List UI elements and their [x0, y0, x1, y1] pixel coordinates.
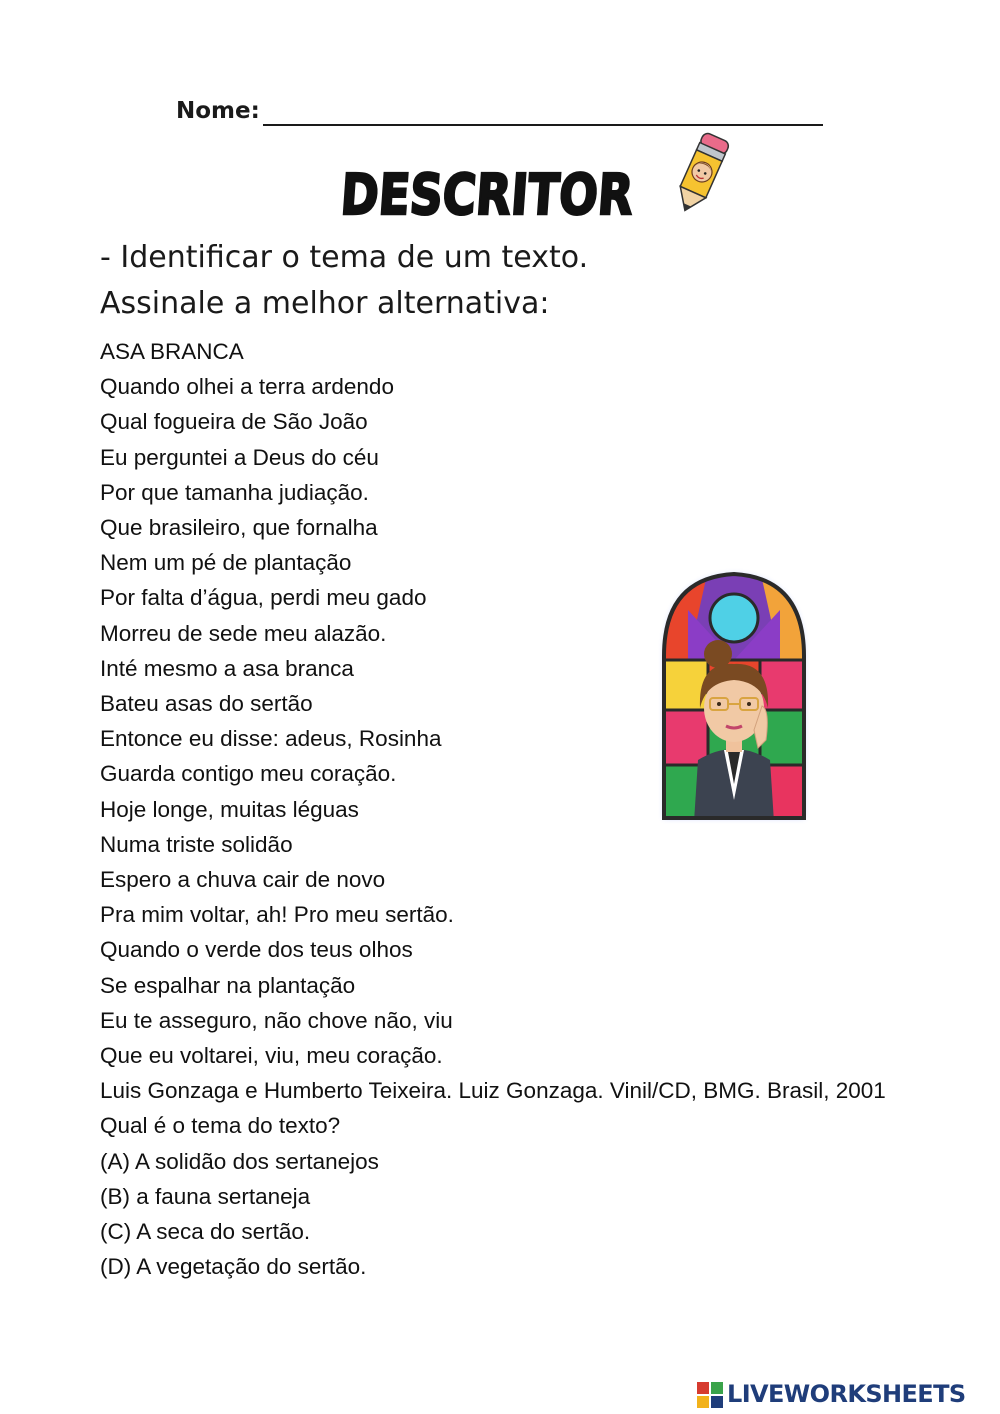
poem-line: Nem um pé de plantação [100, 550, 352, 576]
poem-line: Se espalhar na plantação [100, 972, 356, 998]
instruction-text: Assinale a melhor alternativa: [100, 286, 550, 321]
poem-line: Quando olhei a terra ardendo [100, 374, 394, 400]
poem-line: Numa triste solidão [100, 831, 293, 857]
stained-glass-illustration [658, 570, 810, 822]
poem-line: Que brasileiro, que fornalha [100, 515, 378, 541]
poem-line: Qual fogueira de São João [100, 409, 368, 435]
option-d[interactable]: (D) A vegetação do sertão. [100, 1254, 367, 1280]
poem-line: Por falta d’água, perdi meu gado [100, 585, 427, 611]
poem-line: Quando o verde dos teus olhos [100, 937, 413, 963]
poem-line: Guarda contigo meu coração. [100, 761, 397, 787]
poem-line: Bateu asas do sertão [100, 691, 313, 717]
title-text: DESCRITOR [338, 163, 703, 228]
title-graphic [338, 152, 703, 232]
liveworksheets-logo [697, 1378, 997, 1412]
worksheet-title [338, 152, 703, 232]
question-text: Qual é o tema do texto? [100, 1113, 341, 1139]
poem-title: ASA BRANCA [100, 339, 244, 364]
pencil-icon [662, 128, 742, 216]
poem-line: Espero a chuva cair de novo [100, 867, 386, 893]
poem-line: Hoje longe, muitas léguas [100, 796, 359, 822]
poem-line: Morreu de sede meu alazão. [100, 620, 387, 646]
logo-mark-icon [697, 1382, 725, 1410]
option-a[interactable]: (A) A solidão dos sertanejos [100, 1148, 379, 1174]
poem-line: Pra mim voltar, ah! Pro meu sertão. [100, 902, 454, 928]
option-c[interactable]: (C) A seca do sertão. [100, 1219, 311, 1245]
poem-line: Inté mesmo a asa branca [100, 655, 354, 681]
poem-line: Eu perguntei a Deus do céu [100, 444, 379, 470]
poem-line: Eu te asseguro, não chove não, viu [100, 1007, 453, 1033]
name-label: Nome: [176, 98, 260, 124]
name-input-line[interactable] [263, 124, 823, 126]
objective-text: - Identificar o tema de um texto. [100, 240, 589, 275]
logo-text: LIVEWORKSHEETS [727, 1380, 966, 1408]
option-b[interactable]: (B) a fauna sertaneja [100, 1183, 311, 1209]
poem-line: Entonce eu disse: adeus, Rosinha [100, 726, 442, 752]
poem-line: Que eu voltarei, viu, meu coração. [100, 1043, 443, 1069]
poem-line: Por que tamanha judiação. [100, 479, 369, 505]
poem-citation: Luis Gonzaga e Humberto Teixeira. Luiz Gonzaga. Vinil/CD, BMG. Brasil, 2001 [100, 1078, 886, 1104]
